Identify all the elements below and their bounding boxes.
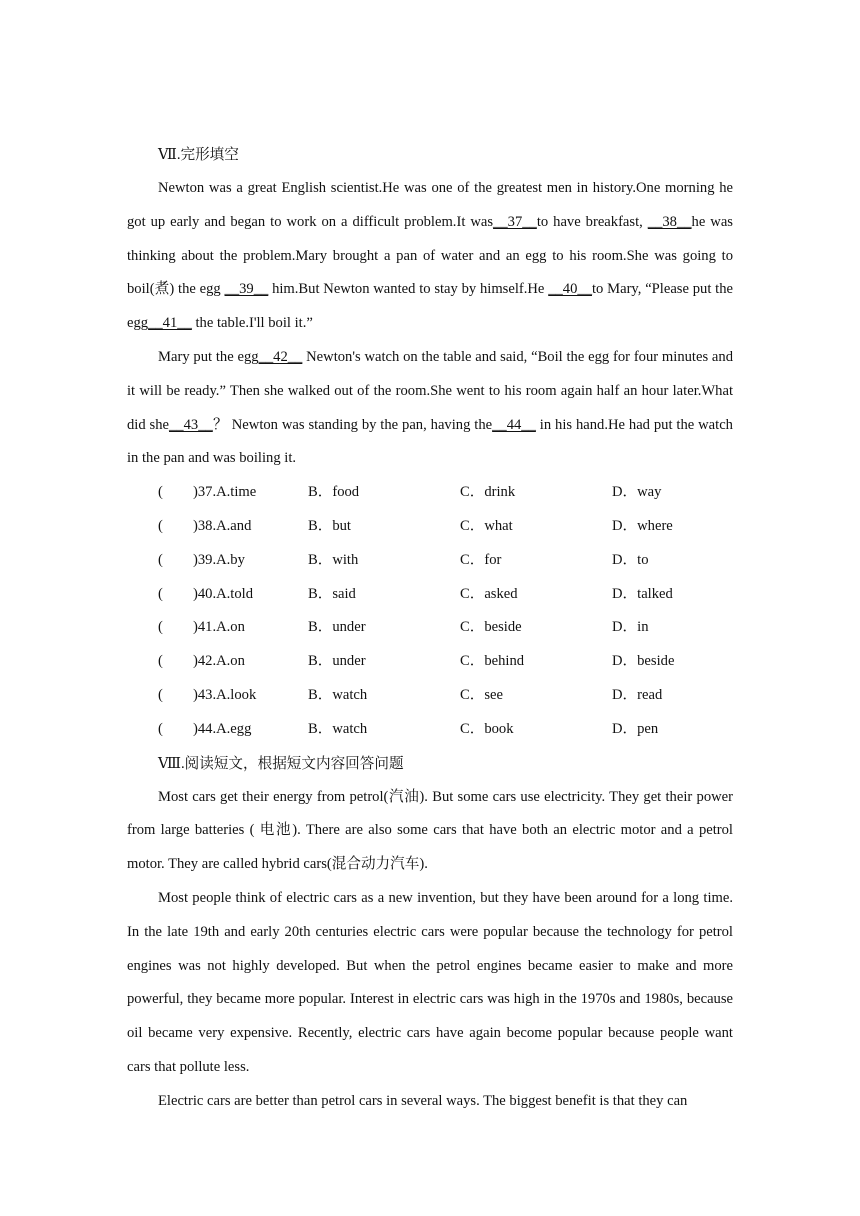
section-8-heading: Ⅷ.阅读短文，根据短文内容回答问题 [158, 755, 404, 772]
option-a: )41.A.on [193, 619, 245, 636]
blank-43: __43__ [169, 416, 213, 433]
reading-paragraph-1: Most cars get their energy from petrol(汽油). But some cars use electricity. They get their power from large batteries ( 电池). There are also some cars that have both an electric motor and a petrol motor. They are called hybrid cars(混合动力汽车). [127, 788, 733, 873]
option-b: B．said [308, 585, 356, 602]
blank-41: __41__ [148, 315, 192, 332]
blank-42: __42__ [258, 348, 303, 365]
question-row-39 [127, 544, 733, 578]
question-row-38 [127, 510, 733, 544]
option-b: B．under [308, 653, 366, 670]
option-c: C．for [460, 551, 502, 568]
blank-38: __38__ [647, 213, 692, 230]
option-c: C．see [460, 686, 503, 703]
question-row-41 [127, 611, 733, 645]
cloze-paragraph-1 [127, 172, 733, 341]
answer-paren: ( [158, 686, 163, 703]
option-a: )38.A.and [193, 517, 252, 534]
cloze-paragraph-2 [127, 341, 733, 476]
option-b: B．but [308, 517, 351, 534]
option-c: C．beside [460, 619, 522, 636]
answer-paren: ( [158, 619, 163, 636]
option-a: )42.A.on [193, 653, 245, 670]
question-row-44 [127, 713, 733, 747]
answer-paren: ( [158, 720, 163, 737]
blank-44: __44__ [492, 416, 536, 433]
text-run: to Mary, “Please put the egg [127, 281, 733, 332]
text-run: him.But Newton wanted to stay by himself.He [268, 281, 549, 298]
question-row-42 [127, 645, 733, 679]
text-run: the table.I'll boil it.” [191, 315, 313, 332]
question-row-43 [127, 679, 733, 713]
option-b: B．food [308, 484, 360, 501]
option-d: D．pen [612, 720, 659, 737]
option-c: C．what [460, 517, 513, 534]
text-run: ？ Newton was standing by the pan, having the [212, 416, 493, 433]
option-d: D．talked [612, 585, 673, 602]
section-7-heading: Ⅶ.完形填空 [158, 147, 239, 163]
answer-paren: ( [158, 484, 163, 501]
reading-paragraph-2: Most people think of electric cars as a new invention, but they have been around for a long time. In the late 19th and early 20th centuries electric cars were popular because the technology for petrol engines was not highly developed. But when the petrol engines became easier to make and more powerful, they became more popular. Interest in electric cars was high in the 1970s and 1980s, because oil became very expensive. Recently, electric cars have again become popular because people want cars that pollute less. [127, 889, 733, 1075]
option-a: )43.A.look [193, 686, 257, 703]
text-run: Newton's watch on the table and said, “Boil the egg for four minutes and it will be ready.” Then she walked out of the room.She went to his room again half an hour later.What did she [127, 348, 734, 433]
option-b: B．watch [308, 720, 368, 737]
blank-39: __39__ [224, 281, 269, 298]
text-run: Newton was a great English scientist.He was one of the greatest men in history.One morning he got up early and began to work on a difficult problem.It was [127, 180, 733, 230]
option-a: )39.A.by [193, 551, 245, 568]
option-a: )44.A.egg [193, 720, 252, 737]
option-d: D．beside [612, 653, 675, 670]
option-b: B．under [308, 619, 366, 636]
document-page [127, 138, 733, 1119]
option-c: C．asked [460, 585, 518, 602]
option-a: )40.A.told [193, 585, 253, 602]
answer-paren: ( [158, 585, 163, 602]
text-run: he was thinking about the problem.Mary brought a pan of water and an egg to his room.She was going to boil(煮) the egg [127, 213, 733, 298]
option-d: D．to [612, 551, 649, 568]
blank-40: __40__ [548, 281, 592, 298]
text-run: to have breakfast, [536, 213, 648, 230]
question-row-40 [127, 578, 733, 612]
option-b: B．watch [308, 686, 368, 703]
option-d: D．where [612, 517, 673, 534]
text-run: Mary put the egg [158, 348, 259, 365]
question-row-37 [127, 476, 733, 510]
reading-paragraph-3: Electric cars are better than petrol cars in several ways. The biggest benefit is that they can [158, 1092, 688, 1109]
options-list [127, 476, 733, 746]
option-c: C．behind [460, 653, 525, 670]
text-run: in his hand.He had put the watch in the pan and was boiling it. [127, 416, 733, 467]
option-d: D．read [612, 686, 663, 703]
answer-paren: ( [158, 517, 163, 534]
option-a: )37.A.time [193, 484, 257, 501]
answer-paren: ( [158, 653, 163, 670]
option-c: C．drink [460, 484, 516, 501]
option-d: D．in [612, 619, 649, 636]
option-d: D．way [612, 484, 662, 501]
blank-37: __37__ [493, 213, 537, 230]
option-b: B．with [308, 551, 359, 568]
option-c: C．book [460, 720, 514, 737]
answer-paren: ( [158, 551, 163, 568]
